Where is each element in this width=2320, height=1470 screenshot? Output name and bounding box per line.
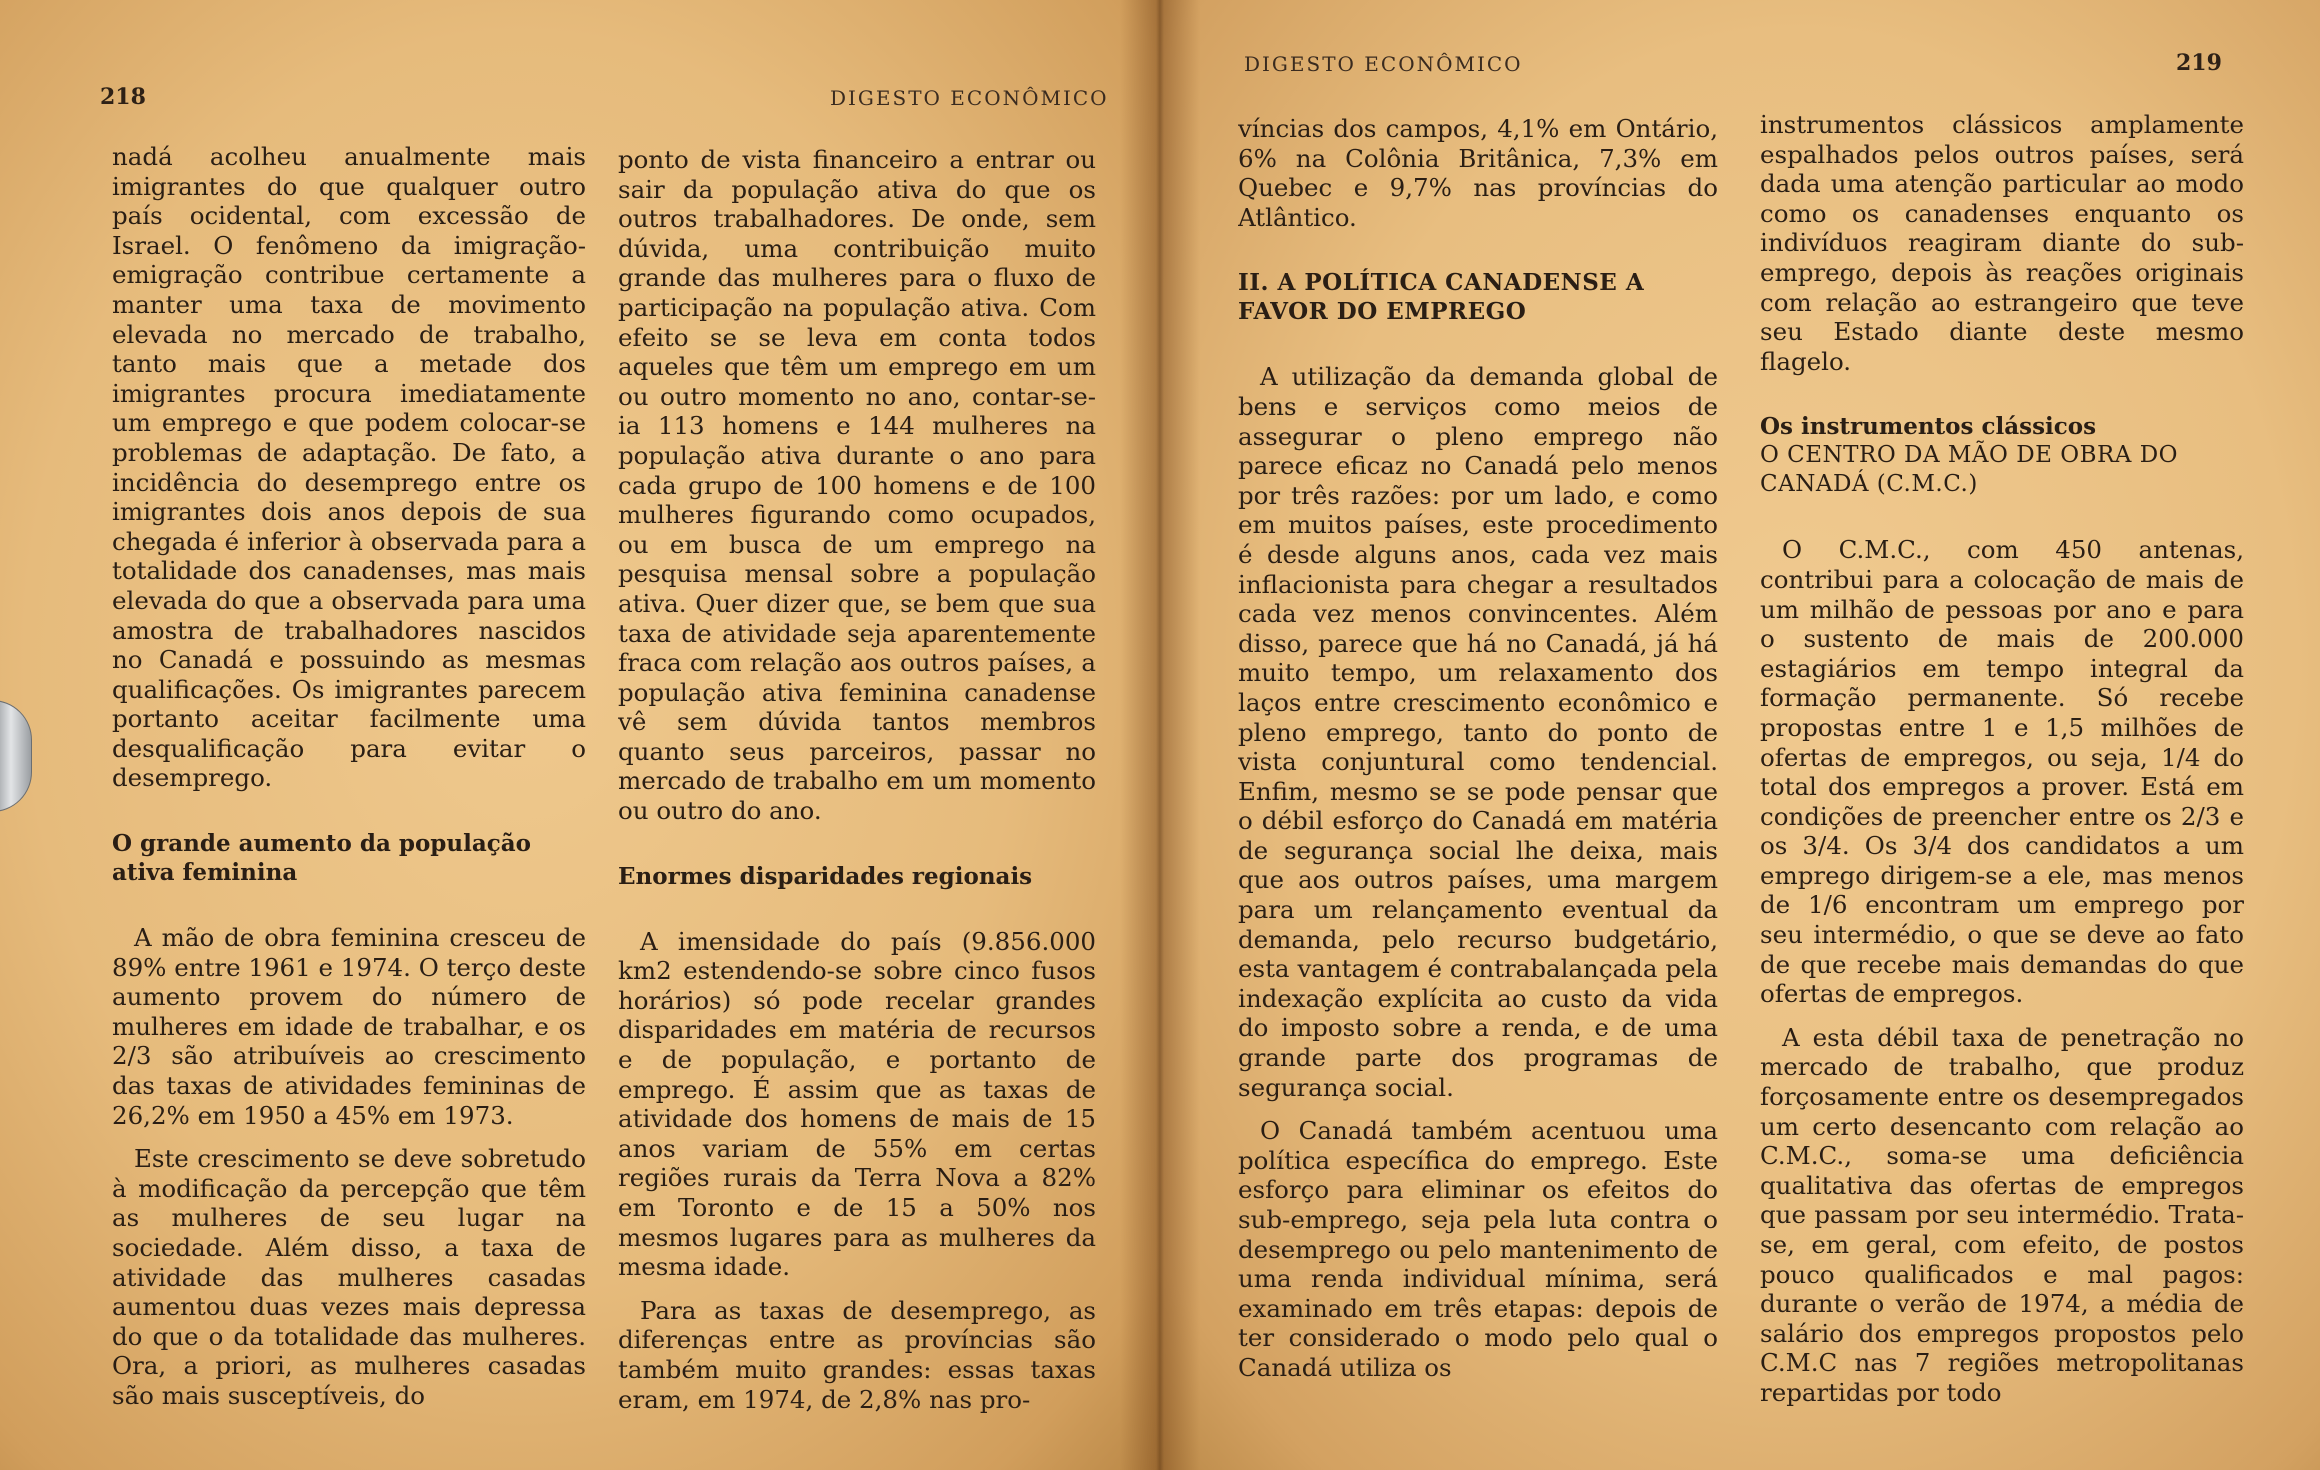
paragraph: A mão de obra feminina cresceu de 89% entre 1961 e 1974. O terço deste aumento provem do número de mulheres em idade de trabalhar, e os 2/3 são atribuíveis ao crescimento das taxas de atividades femininas de 26,2% em 1950 a 45% em 1973.: [112, 923, 586, 1130]
right-page: [1160, 0, 2320, 1470]
section-heading: O grande aumento da população ativa feminina: [112, 830, 531, 887]
page-number-left: 218: [100, 84, 146, 110]
paragraph: A imensidade do país (9.856.000 km2 estendendo-se sobre cinco fusos horários) só pode recelar grandes disparidades em matéria de recursos e de população, e portanto de emprego. É assim que as taxas de atividade dos homens de mais de 15 anos variam de 55% em certas regiões rurais da Terra Nova a 82% em Toronto e de 15 a 50% nos mesmos lugares para as mulheres da mesma idade.: [618, 926, 1096, 1282]
section-heading: Enormes disparidades regionais: [618, 862, 1033, 890]
paragraph: nadá acolheu anualmente mais imigrantes do que qualquer outro país ocidental, com excessão de Israel. O fenômeno da imigração-emigração contribue certamente a manter uma taxa de movimento elevada no mercado de trabalho, tanto mais que a metade dos imigrantes procura imediatamente um emprego e que podem colocar-se problemas de adaptação. De fato, a incidência do desemprego entre os imigrantes dois anos depois de sua chegada é inferior à observada para a totalidade dos canadenses, mas mais elevada do que a observada para uma amostra de trabalhadores nascidos no Canadá e possuindo as mesmas qualificações. Os imigrantes parecem portanto aceitar facilmente uma desqualificação para evitar o desemprego.: [112, 142, 586, 793]
running-head-left: DIGESTO ECONÔMICO: [830, 86, 1109, 110]
paragraph: A utilização da demanda global de bens e serviços como meios de assegurar o pleno emprego não parece eficaz no Canadá pelo menos por três razões: por um lado, e como em muitos países, este procedimento é desde alguns anos, cada vez mais inflacionista para chegar a resultados cada vez menos convincentes. Além disso, parece que há no Canadá, já há muito tempo, um relaxamento dos laços entre crescimento econômico e pleno emprego, tanto do ponto de vista conjuntural como tendencial. Enfim, mesmo se se pode pensar que o débil esforço do Canadá em matéria de segurança social lhe deixa, mais que aos outros países, uma margem para um relançamento eventual da demanda, pelo recurso budgetário, esta vantagem é contrabalançada pela indexação explícita ao custo da vida do imposto sobre a renda, e de uma grande parte dos programas de segurança social.: [1238, 362, 1718, 1102]
left-page-column-2: [618, 145, 1096, 1465]
paragraph: instrumentos clássicos amplamente espalhados pelos outros países, será dada uma atenção particular ao modo como os canadenses enquanto os indivíduos reagiram diante do sub-emprego, depois às reações originais com relação ao estrangeiro que teve seu Estado diante deste mesmo flagelo.: [1760, 110, 2244, 376]
binder-clip: [0, 700, 32, 812]
running-head-right: DIGESTO ECONÔMICO: [1244, 52, 1523, 76]
left-page-column-1: [112, 142, 586, 1462]
section-heading: II. A POLÍTICA CANADENSE A FAVOR DO EMPREGO: [1238, 269, 1645, 326]
paragraph: A esta débil taxa de penetração no mercado de trabalho, que produz forçosamente entre os desempregados um certo desencanto com relação ao C.M.C., soma-se uma deficiência qualitativa das ofertas de empregos que passam por seu intermédio. Trata-se, em geral, com efeito, de postos pouco qualificados e mal pagos: durante o verão de 1974, a média de salário dos empregos propostos pelo C.M.C nas 7 regiões metropolitanas repartidas por todo: [1760, 1022, 2244, 1407]
right-page-column-2: [1760, 110, 2244, 1460]
page-number-right: 219: [2176, 50, 2222, 76]
paragraph: O Canadá também acentuou uma política específica do emprego. Este esforço para eliminar os efeitos do sub-emprego, seja pela luta contra o desemprego ou pelo mantenimento de uma renda individual mínima, será examinado em três etapas: depois de ter considerado o modo pelo qual o Canadá utiliza os: [1238, 1116, 1718, 1382]
right-page-column-1: [1238, 114, 1718, 1464]
paragraph: Para as taxas de desemprego, as diferenças entre as províncias são também muito grandes: essas taxas eram, em 1974, de 2,8% nas pro-: [618, 1295, 1096, 1414]
paragraph: ponto de vista financeiro a entrar ou sair da população ativa do que os outros trabalhadores. De onde, sem dúvida, uma contribuição muito grande das mulheres para o fluxo de participação na população ativa. Com efeito se se leva em conta todos aqueles que têm um emprego em um ou outro momento no ano, contar-se-ia 113 homens e 144 mulheres na população ativa durante o ano para cada grupo de 100 homens e de 100 mulheres figurando como ocupados, ou em busca de um emprego na pesquisa mensal sobre a população ativa. Quer dizer que, se bem que sua taxa de atividade seja aparentemente fraca com relação aos outros países, a população ativa feminina canadense vê sem dúvida tantos membros quanto seus parceiros, passar no mercado de trabalho em um momento ou outro do ano.: [618, 145, 1096, 826]
section-heading: Os instrumentos clássicos: [1760, 413, 2097, 441]
paragraph: O C.M.C., com 450 antenas, contribui para a colocação de mais de um milhão de pessoas por ano e para o sustento de mais de 200.000 estagiários em tempo integral da formação permanente. Só recebe propostas entre 1 e 1,5 milhões de ofertas de empregos, ou seja, 1/4 do total dos empregos a prover. Está em condições de preencher entre os 2/3 e os 3/4. Os 3/4 dos candidatos a um emprego dirigem-se a ele, mas menos de 1/6 encontram um emprego por seu intermédio, o que se deve ao fato de que recebe mais demandas do que ofertas de empregos.: [1760, 535, 2244, 1009]
paragraph: Este crescimento se deve sobretudo à modificação da percepção que têm as mulheres de seu lugar na sociedade. Além disso, a taxa de atividade das mulheres casadas aumentou duas vezes mais depressa do que o da totalidade das mulheres. Ora, a priori, as mulheres casadas são mais susceptíveis, do: [112, 1144, 586, 1410]
subsection-heading: O CENTRO DA MÃO DE OBRA DO CANADÁ (C.M.C.): [1760, 442, 2179, 498]
paragraph: víncias dos campos, 4,1% em Ontário, 6% na Colônia Britânica, 7,3% em Quebec e 9,7% nas províncias do Atlântico.: [1238, 114, 1718, 232]
